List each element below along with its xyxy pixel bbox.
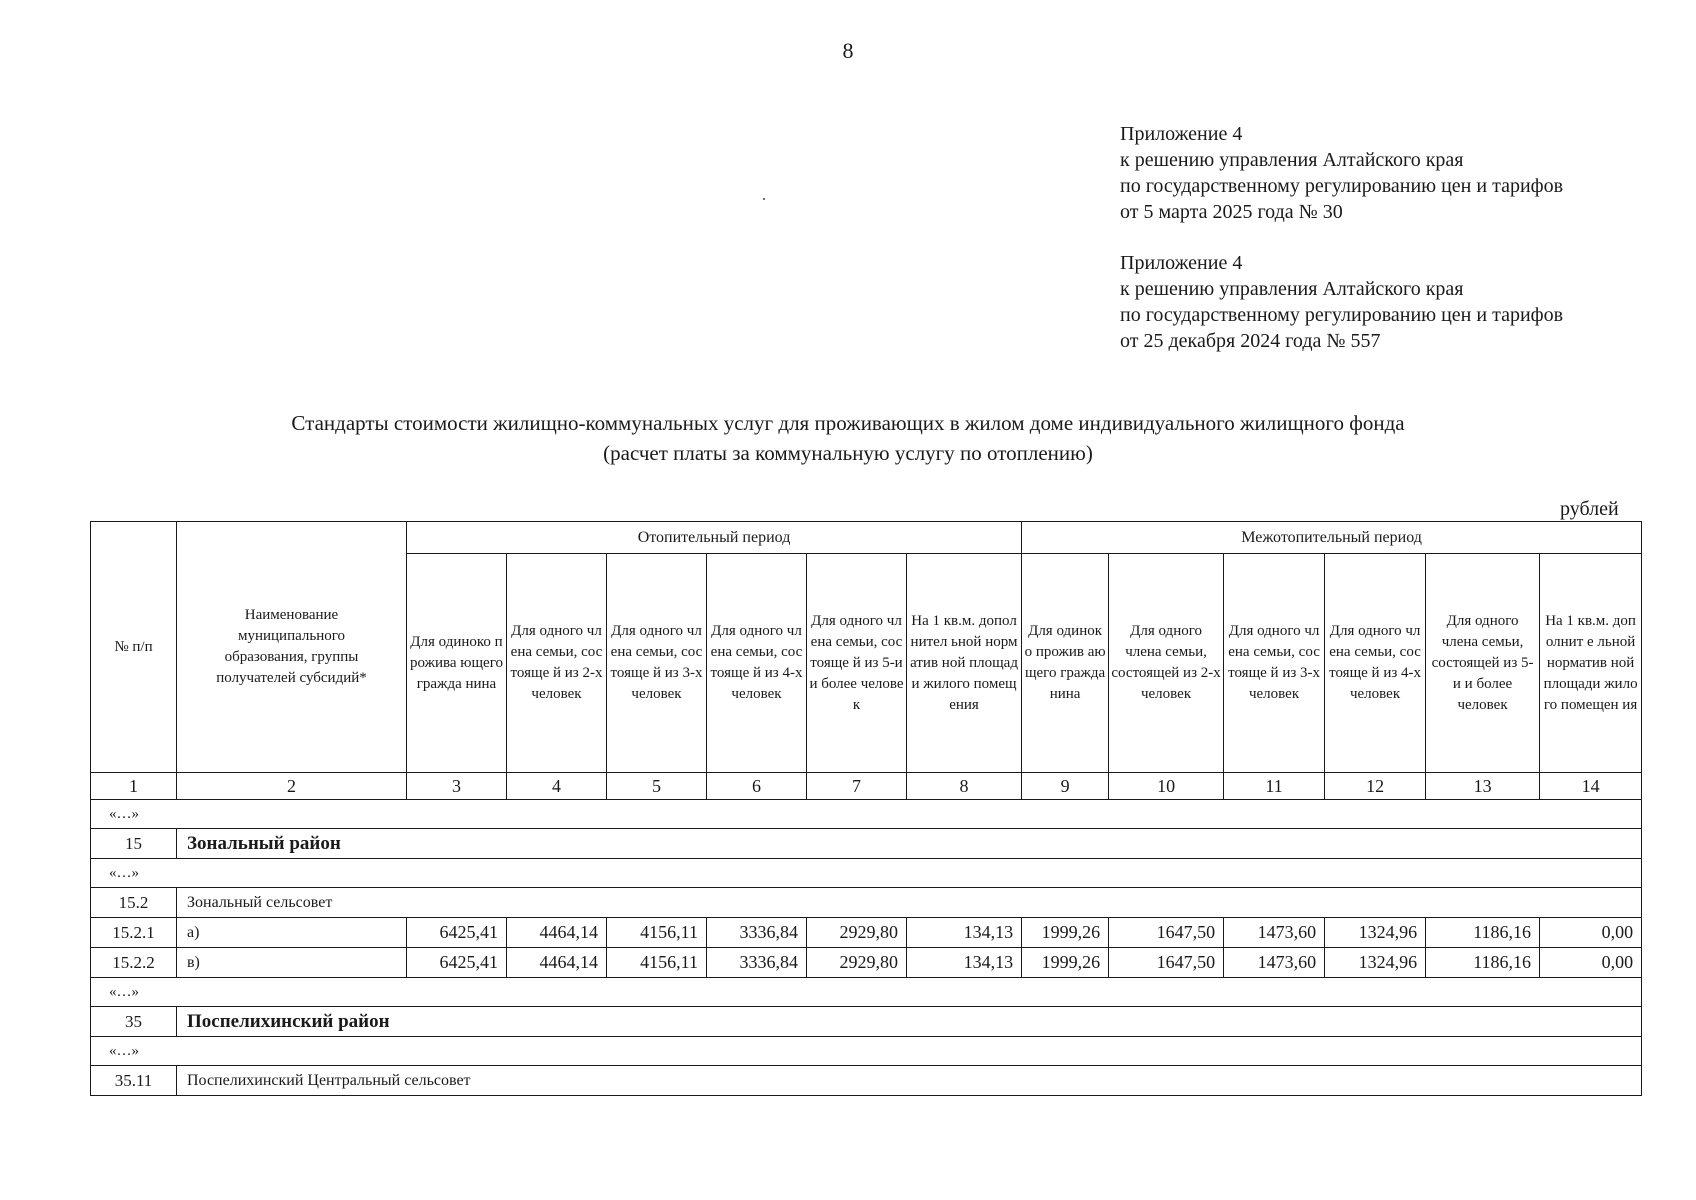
value-cell: 1324,96 — [1325, 948, 1426, 978]
value-cell: 1186,16 — [1426, 948, 1540, 978]
header-col-heating: Для одиноко прожива ющего гражда нина — [407, 554, 507, 773]
header-col-heating: Для одного члена семьи, состояще й из 4-х человек — [707, 554, 807, 773]
value-cell: 6425,41 — [407, 918, 507, 948]
column-number: 10 — [1109, 773, 1224, 800]
value-cell: 3336,84 — [707, 918, 807, 948]
table-row — [91, 918, 1642, 948]
appendix-line: к решению управления Алтайского края — [1120, 278, 1464, 300]
header-col-heating: Для одного члена семьи, состояще й из 3-х человек — [607, 554, 707, 773]
table-row-district — [91, 829, 1642, 859]
appendix-line: по государственному регулированию цен и тарифов — [1120, 175, 1564, 197]
value-cell: 1473,60 — [1224, 948, 1325, 978]
value-cell: 4156,11 — [607, 948, 707, 978]
document-title — [0, 408, 1696, 468]
column-number-row — [91, 773, 1642, 800]
recipient-group: в) — [177, 948, 407, 978]
page-number: 8 — [842, 38, 854, 63]
column-number: 4 — [507, 773, 607, 800]
district-name: Поспелихинский район — [177, 1007, 1642, 1037]
document-subtitle: (расчет платы за коммунальную услугу по отоплению) — [603, 441, 1093, 465]
column-number: 7 — [807, 773, 907, 800]
value-cell: 1999,26 — [1022, 948, 1109, 978]
appendix-title: Приложение 4 — [1120, 123, 1243, 145]
column-number: 11 — [1224, 773, 1325, 800]
appendix-block-current — [1120, 121, 1563, 225]
header-col-heating: Для одного члена семьи, состояще й из 5-и и более человек — [807, 554, 907, 773]
header-col-heating: Для одного члена семьи, состояще й из 2-х человек — [507, 554, 607, 773]
column-number: 14 — [1540, 773, 1642, 800]
column-number: 5 — [607, 773, 707, 800]
recipient-group: а) — [177, 918, 407, 948]
value-cell: 0,00 — [1540, 918, 1642, 948]
header-col-number: № п/п — [91, 522, 177, 773]
value-cell: 0,00 — [1540, 948, 1642, 978]
header-col-nonheating: Для одного члена семьи, состоящей из 2-х человек — [1109, 554, 1224, 773]
column-number: 3 — [407, 773, 507, 800]
scan-dot — [763, 198, 765, 200]
value-cell: 4464,14 — [507, 948, 607, 978]
appendix-line: от 25 декабря 2024 года № 557 — [1120, 330, 1381, 352]
header-group-heating: Отопительный период — [407, 522, 1022, 554]
ellipsis-marker: «…» — [91, 859, 1642, 888]
ellipsis-marker: «…» — [91, 1037, 1642, 1066]
table-row-district — [91, 1007, 1642, 1037]
value-cell: 1186,16 — [1426, 918, 1540, 948]
row-number: 35.11 — [91, 1066, 177, 1096]
value-cell: 4156,11 — [607, 918, 707, 948]
appendix-block-original — [1120, 250, 1563, 354]
appendix-line: к решению управления Алтайского края — [1120, 149, 1464, 171]
header-col-name: Наименование муниципального образования, группы получателей субсидий* — [177, 522, 407, 773]
value-cell: 1999,26 — [1022, 918, 1109, 948]
row-number: 35 — [91, 1007, 177, 1037]
value-cell: 3336,84 — [707, 948, 807, 978]
ellipsis-row — [91, 859, 1642, 888]
header-col-nonheating: Для одного члена семьи, состоящей из 5-и и более человек — [1426, 554, 1540, 773]
header-row-groups — [91, 522, 1642, 554]
unit-label: рублей — [1560, 498, 1619, 520]
standards-table — [90, 521, 1642, 1096]
table-row — [91, 948, 1642, 978]
value-cell: 2929,80 — [807, 918, 907, 948]
district-name: Зональный район — [177, 829, 1642, 859]
settlement-name: Зональный сельсовет — [177, 888, 1642, 918]
ellipsis-row — [91, 978, 1642, 1007]
value-cell: 134,13 — [907, 948, 1022, 978]
ellipsis-row — [91, 1037, 1642, 1066]
value-cell: 4464,14 — [507, 918, 607, 948]
column-number: 13 — [1426, 773, 1540, 800]
value-cell: 2929,80 — [807, 948, 907, 978]
value-cell: 1647,50 — [1109, 918, 1224, 948]
value-cell: 1324,96 — [1325, 918, 1426, 948]
header-col-nonheating: Для одного члена семьи, состояще й из 4-х человек — [1325, 554, 1426, 773]
column-number: 12 — [1325, 773, 1426, 800]
ellipsis-row — [91, 800, 1642, 829]
header-col-nonheating: Для одинок о прожив ающего гражда нина — [1022, 554, 1109, 773]
row-number: 15 — [91, 829, 177, 859]
column-number: 6 — [707, 773, 807, 800]
header-col-heating: На 1 кв.м. дополнител ьной норматив ной площади жилого помещения — [907, 554, 1022, 773]
ellipsis-marker: «…» — [91, 978, 1642, 1007]
column-number: 2 — [177, 773, 407, 800]
document-title-line: Стандарты стоимости жилищно-коммунальных услуг для проживающих в жилом доме индивидуального жилищного фонда — [291, 411, 1405, 435]
column-number: 1 — [91, 773, 177, 800]
table-row-settlement — [91, 888, 1642, 918]
row-number: 15.2.2 — [91, 948, 177, 978]
settlement-name: Поспелихинский Центральный сельсовет — [177, 1066, 1642, 1096]
header-col-nonheating: На 1 кв.м. дополнит е льной норматив ной площади жилого помещен ия — [1540, 554, 1642, 773]
ellipsis-marker: «…» — [91, 800, 1642, 829]
value-cell: 1647,50 — [1109, 948, 1224, 978]
appendix-line: по государственному регулированию цен и тарифов — [1120, 304, 1564, 326]
value-cell: 1473,60 — [1224, 918, 1325, 948]
column-number: 8 — [907, 773, 1022, 800]
value-cell: 6425,41 — [407, 948, 507, 978]
appendix-title: Приложение 4 — [1120, 252, 1243, 274]
header-group-nonheating: Межотопительный период — [1022, 522, 1642, 554]
column-number: 9 — [1022, 773, 1109, 800]
row-number: 15.2.1 — [91, 918, 177, 948]
value-cell: 134,13 — [907, 918, 1022, 948]
table-row-settlement — [91, 1066, 1642, 1096]
header-col-nonheating: Для одного члена семьи, состояще й из 3-х человек — [1224, 554, 1325, 773]
appendix-line: от 5 марта 2025 года № 30 — [1120, 201, 1343, 223]
row-number: 15.2 — [91, 888, 177, 918]
